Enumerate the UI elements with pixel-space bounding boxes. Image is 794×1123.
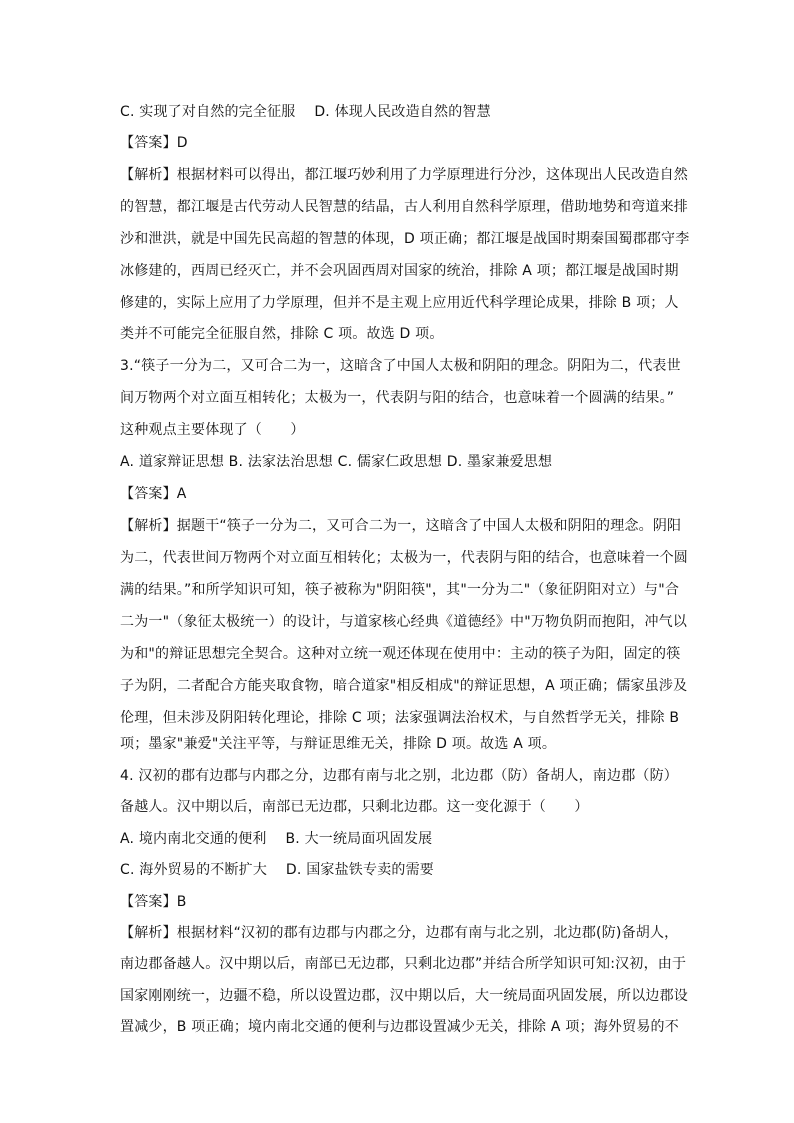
analysis-line: 类并不可能完全征服自然，排除 C 项。故选 D 项。 — [120, 326, 444, 342]
analysis-line: 子为阴，二者配合方能夹取食物，暗合道家"相反相成"的辩证思想，A 项正确；儒家虽涉及 — [120, 678, 688, 694]
question-line: 这种观点主要体现了（ ） — [120, 422, 305, 438]
analysis-line: 为和"的辩证思想完全契合。这种对立统一观还体现在使用中：主动的筷子为阳，固定的筷 — [120, 646, 681, 662]
analysis-line: 沙和泄洪，就是中国先民高超的智慧的体现，D 项正确；都江堰是战国时期秦国蜀郡郡守李 — [120, 231, 690, 247]
analysis-line: 南边郡备越人。汉中期以后，南部已无边郡，只剩北边郡”并结合所学知识可知:汉初，由于 — [120, 956, 687, 972]
option-line: C. 实现了对自然的完全征服 D. 体现人民改造自然的智慧 — [120, 104, 491, 120]
question-line: 备越人。汉中期以后，南部已无边郡，只剩北边郡。这一变化源于（ ） — [120, 799, 589, 815]
analysis-line: 二为一"（象征太极统一）的设计，与道家核心经典《道德经》中"万物负阴而抱阳，冲气以 — [120, 614, 688, 630]
answer-line: 【答案】A — [120, 486, 187, 502]
question-line: 3.“筷子一分为二，又可合二为一，这暗含了中国人太极和阴阳的理念。阴阳为二，代表世 — [120, 358, 681, 374]
analysis-line: 【解析】据题干“筷子一分为二，又可合二为一，这暗含了中国人太极和阴阳的理念。阴阳 — [120, 518, 682, 534]
analysis-line: 项；墨家"兼爱"关注平等，与辩证思维无关，排除 D 项。故选 A 项。 — [120, 736, 557, 752]
analysis-line: 【解析】根据材料可以得出，都江堰巧妙利用了力学原理进行分沙，这体现出人民改造自然 — [120, 167, 688, 183]
answer-line: 【答案】B — [120, 894, 187, 910]
analysis-line: 的智慧，都江堰是古代劳动人民智慧的结晶，古人利用自然科学原理，借助地势和弯道来排 — [120, 199, 688, 215]
option-line: C. 海外贸易的不断扩大 D. 国家盐铁专卖的需要 — [120, 862, 435, 878]
option-line: A. 境内南北交通的便利 B. 大一统局面巩固发展 — [120, 831, 433, 847]
analysis-line: 满的结果。”和所学知识可知，筷子被称为"阴阳筷"，其"一分为二"（象征阴阳对立）与"合 — [120, 582, 680, 598]
analysis-line: 冰修建的，西周已经灭亡，并不会巩固西周对国家的统治，排除 A 项；都江堰是战国时期 — [120, 263, 679, 279]
analysis-line: 修建的，实际上应用了力学原理，但并不是主观上应用近代科学理论成果，排除 B 项；人 — [120, 295, 679, 311]
analysis-line: 为二，代表世间万物两个对立面互相转化；太极为一，代表阴与阳的结合，也意味着一个圆 — [120, 550, 688, 566]
analysis-line: 置减少，B 项正确；境内南北交通的便利与边郡设置减少无关，排除 A 项；海外贸易的不 — [120, 1019, 679, 1035]
analysis-line: 伦理，但未涉及阴阳转化理论，排除 C 项；法家强调法治权术，与自然哲学无关，排除 B — [120, 710, 680, 726]
question-line: 间万物两个对立面互相转化；太极为一，代表阴与阳的结合，也意味着一个圆满的结果。” — [120, 390, 675, 406]
option-line: A. 道家辩证思想 B. 法家法治思想 C. 儒家仁政思想 D. 墨家兼爱思想 — [120, 454, 553, 470]
analysis-line: 国家刚刚统一，边疆不稳，所以设置边郡，汉中期以后，大一统局面巩固发展，所以边郡设 — [120, 988, 688, 1004]
analysis-line: 【解析】根据材料“汉初的郡有边郡与内郡之分，边郡有南与北之别，北边郡(防)备胡人， — [120, 925, 679, 941]
question-line: 4. 汉初的郡有边郡与内郡之分，边郡有南与北之别，北边郡（防）备胡人，南边郡（防） — [120, 768, 679, 784]
answer-line: 【答案】D — [120, 135, 188, 151]
